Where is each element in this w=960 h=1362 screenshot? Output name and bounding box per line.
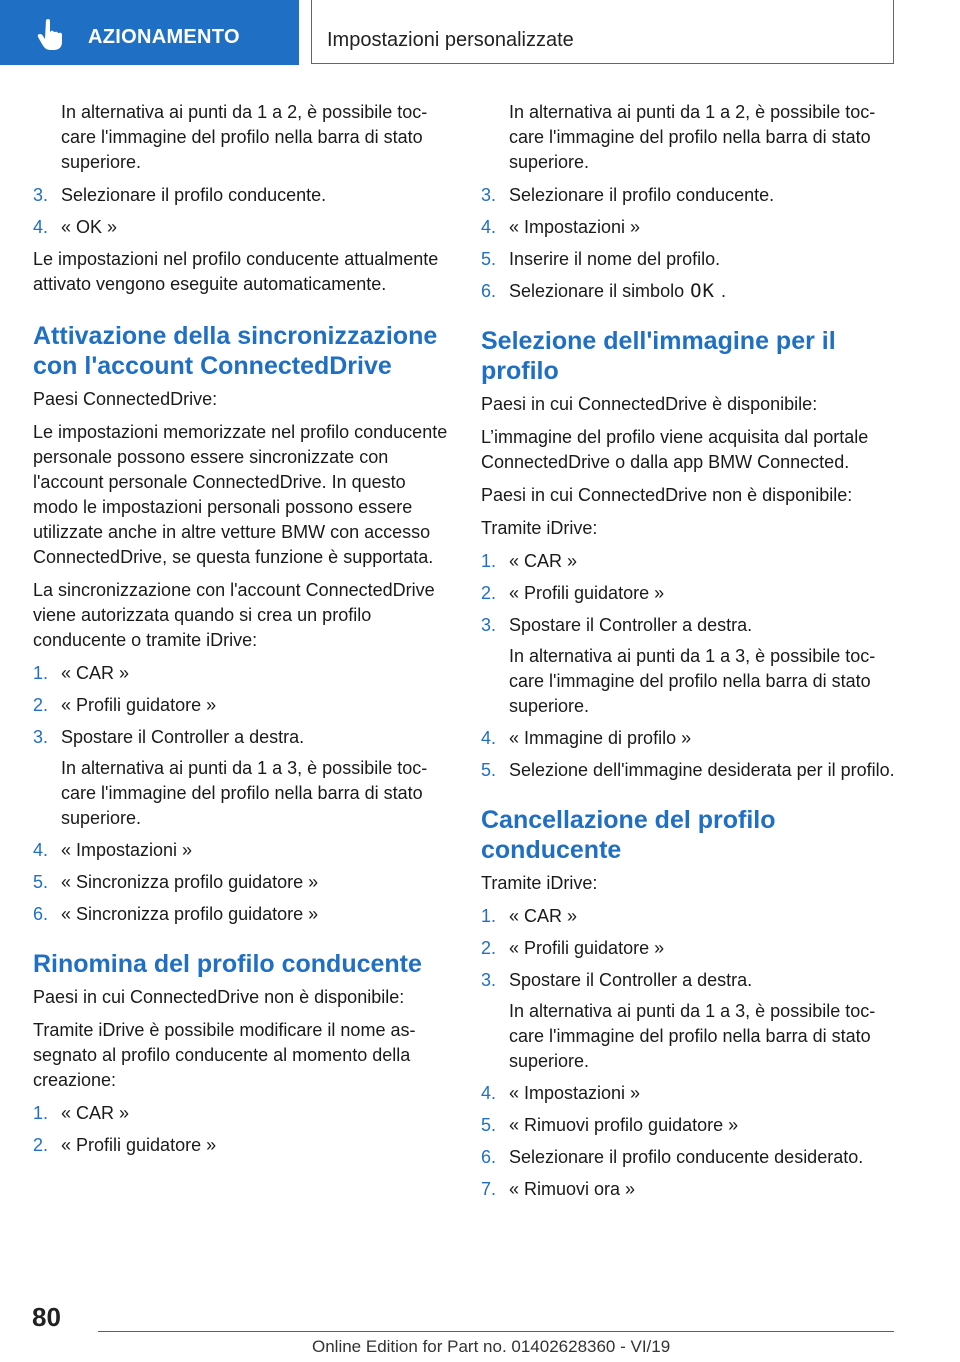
list-item: 6. Selezionare il profilo conducente desiderato. <box>481 1147 864 1167</box>
paragraph: Tramite iDrive è possibile modificare il nome assegnato al profilo conducente al momento della creazione: <box>33 1020 416 1090</box>
list-item: 5. « Rimuovi profilo guidatore » <box>481 1115 739 1135</box>
right-column <box>481 100 896 1209</box>
list-item: 1. « CAR » <box>481 551 578 571</box>
list-item: 1. « CAR » <box>33 1103 130 1123</box>
list-item: 4. « Immagine di profilo » <box>481 728 692 748</box>
paragraph: Paesi in cui ConnectedDrive è disponibile: <box>481 394 818 414</box>
rename-steps <box>33 1101 448 1158</box>
heading-sync: Attivazione della sincronizzazione con l'account ConnectedDrive <box>33 322 438 380</box>
section-title: Impostazioni personalizzate <box>327 29 574 51</box>
intro-sub-text: In alternativa ai punti da 1 a 2, è possibile toccare l'immagine del profilo nella barra di stato superiore. <box>509 102 876 172</box>
left-column <box>33 100 448 1165</box>
intro-steps <box>33 183 448 240</box>
ok-symbol-icon: OK <box>690 280 715 302</box>
heading-delete-profile: Cancellazione del profilo conducente <box>481 806 776 864</box>
image-steps <box>481 549 896 783</box>
paragraph: Paesi in cui ConnectedDrive non è disponibile: <box>33 987 405 1007</box>
list-item: 5. Selezione dell'immagine desiderata per il profilo. <box>481 760 895 780</box>
list-item: 3. Spostare il Controller a destra. In alternativa ai punti da 1 a 3, è possibile toccare l'immagine del profilo nella barra di stato superiore. <box>481 615 876 716</box>
footer-divider <box>98 1331 894 1332</box>
paragraph: Tramite iDrive: <box>481 873 598 893</box>
list-item: 5. Inserire il nome del profilo. <box>481 249 721 269</box>
list-item: 2. « Profili guidatore » <box>481 938 665 958</box>
paragraph: Paesi in cui ConnectedDrive non è disponibile: <box>481 485 853 505</box>
intro-note: Le impostazioni nel profilo conducente attualmente attivato vengono eseguite automaticamente. <box>33 249 439 294</box>
paragraph: L’immagine del profilo viene acquisita dal portale ConnectedDrive o dalla app BMW Connected. <box>481 427 869 472</box>
list-item: 2. « Profili guidatore » <box>33 1135 217 1155</box>
edition-text: Online Edition for Part no. 01402628360 - VI/19 <box>312 1337 671 1356</box>
delete-steps <box>481 904 896 1202</box>
paragraph: Paesi ConnectedDrive: <box>33 389 218 409</box>
list-item: 2. « Profili guidatore » <box>481 583 665 603</box>
intro-sub-text: In alternativa ai punti da 1 a 2, è possibile toccare l'immagine del profilo nella barra di stato superiore. <box>61 102 428 172</box>
list-item: 3. Spostare il Controller a destra. In alternativa ai punti da 1 a 3, è possibile toccare l'immagine del profilo nella barra di stato superiore. <box>33 727 428 828</box>
heading-rename: Rinomina del profilo conducente <box>33 950 422 978</box>
list-item: 4. « Impostazioni » <box>481 217 641 237</box>
list-item: 3. Selezionare il profilo conducente. <box>481 185 775 205</box>
hand-pointer-icon <box>36 18 66 50</box>
list-item: 6. Selezionare il simbolo OK . <box>481 280 726 302</box>
list-item: 3. Spostare il Controller a destra. In alternativa ai punti da 1 a 3, è possibile toccare l'immagine del profilo nella barra di stato superiore. <box>481 970 876 1071</box>
list-item: 1. « CAR » <box>33 663 130 683</box>
paragraph: Le impostazioni memorizzate nel profilo conducente personale possono essere sincronizzate con l'account personale ConnectedDrive. In questo modo le impostazioni personali possono essere utilizzate anche in altre vetture BMW con accesso ConnectedDrive, se questa funzione è supportata. <box>33 422 448 567</box>
list-item: 4. « Impostazioni » <box>33 840 193 860</box>
list-item: 5. « Sincronizza profilo guidatore » <box>33 872 319 892</box>
paragraph: La sincronizzazione con l'account ConnectedDrive viene autorizzata quando si crea un profilo conducente o tramite iDrive: <box>33 580 435 650</box>
chapter-tab-label: AZIONAMENTO <box>88 26 240 48</box>
list-item: 2. « Profili guidatore » <box>33 695 217 715</box>
list-item: 7. « Rimuovi ora » <box>481 1179 636 1199</box>
page-number: 80 <box>32 1302 61 1332</box>
list-item: 4. « OK » <box>33 217 118 237</box>
sync-steps <box>33 661 448 927</box>
list-item: 4. « Impostazioni » <box>481 1083 641 1103</box>
rename-steps-continued <box>481 183 896 304</box>
heading-profile-image: Selezione dell'immagine per il profilo <box>481 327 836 385</box>
list-item: 6. « Sincronizza profilo guidatore » <box>33 904 319 924</box>
list-item: 3. Selezionare il profilo conducente. <box>33 185 327 205</box>
section-title-box <box>311 0 894 64</box>
list-item: 1. « CAR » <box>481 906 578 926</box>
chapter-tab <box>0 0 299 65</box>
paragraph: Tramite iDrive: <box>481 518 598 538</box>
